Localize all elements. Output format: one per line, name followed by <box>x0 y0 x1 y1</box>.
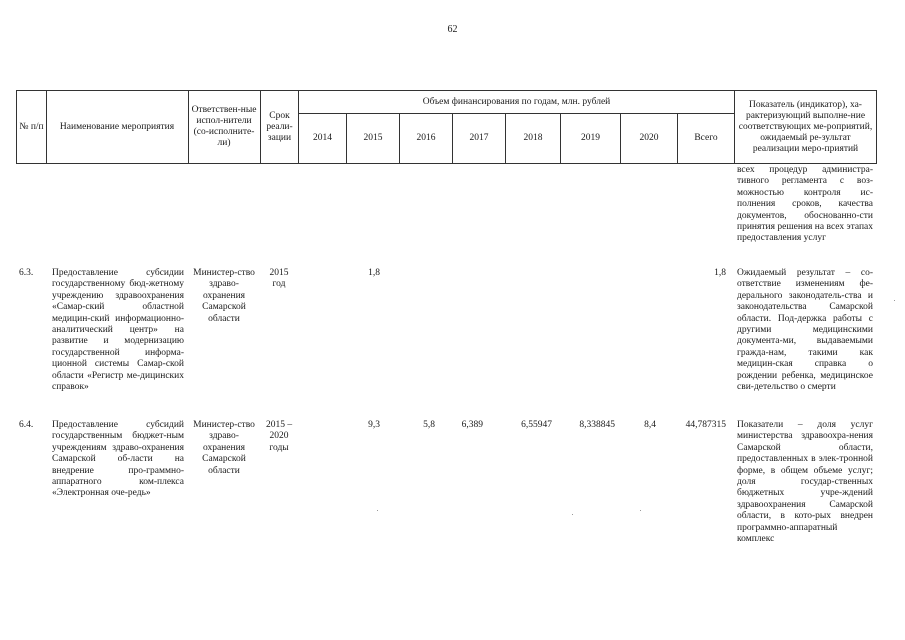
header-year: 2019 <box>581 133 600 143</box>
header-year: 2020 <box>639 133 659 143</box>
row-value-2019: 8,338845 <box>579 420 615 430</box>
row-name: Предоставление субсидий государственным бюджет-ным учреждениям здраво-охранения Самарской об-ласти на внедрение про-граммно-аппаратного ком-плекса «Электронная оче-редь» <box>52 420 184 499</box>
header-responsible: Ответствен-ные испол-нители (со-исполните-ли) <box>191 105 257 148</box>
row-term: 2015 – 2020 годы <box>265 420 293 453</box>
col-border <box>46 90 47 164</box>
row-value-2015: 1,8 <box>368 268 380 278</box>
header-year: 2018 <box>523 133 543 143</box>
scan-speck <box>894 300 895 301</box>
scan-speck <box>640 510 641 511</box>
col-border <box>734 90 735 164</box>
row-indicator: Ожидаемый результат – со-ответствие изменениям фе-дерального законодатель-ства и законодательства Самарской области. Под-держка работы с другими медицинскими документа-ми, выдаваемыми гражда-нам, такими как медицин-ская справка о рождении ребенка, медицинское сви-детельство о смерти <box>737 268 873 393</box>
header-term: Срок реали-зации <box>266 110 293 143</box>
header-total: Всего <box>694 133 718 143</box>
page-number: 62 <box>447 24 458 35</box>
row-value-2015: 9,3 <box>368 420 380 430</box>
header-year: 2015 <box>363 133 383 143</box>
row-responsible: Министер-ство здраво-охранения Самарской области <box>193 268 255 324</box>
row-num: 6.3. <box>19 268 34 278</box>
row-responsible: Министер-ство здраво-охранения Самарской области <box>193 420 255 476</box>
indicator-continuation-text: всех процедур администра-тивного регламента с воз-можностью контроля ис-полнения сроков, качества документов, обоснованно-сти принятия решения на всех этапах предоставления услуг <box>737 165 873 244</box>
header-num: № п/п <box>19 121 44 132</box>
row-value-total: 1,8 <box>714 268 726 278</box>
col-border <box>876 90 877 164</box>
row-name: Предоставление субсидии государственному бюд-жетному учреждению здравоохранения «Самар-ский областной медицин-ский информационно-аналитический центр» на развитие и модернизацию государственной информа-ционной системы Самар-ской области «Регистр ме-дицинских справок» <box>52 268 184 393</box>
row-term: 2015 год <box>269 268 289 290</box>
scan-speck <box>377 510 378 511</box>
header-name: Наименование мероприятия <box>59 121 175 132</box>
row-value-2020: 8,4 <box>644 420 656 430</box>
header-year: 2017 <box>469 133 489 143</box>
row-value-2016: 5,8 <box>423 420 435 430</box>
row-value-total: 44,787315 <box>685 420 726 430</box>
header-financing-title: Объем финансирования по годам, млн. рублей <box>422 96 611 107</box>
row-num: 6.4. <box>19 420 34 430</box>
header-year: 2014 <box>313 133 332 143</box>
row-indicator: Показатели – доля услуг министерства здравоохра-нения Самарской области, предоставленных в элек-тронной форме, в общем объеме услуг; доля государ-ственных бюджетных учре-ждений здравоохранения Самарской области, в кото-рых внедрен программно-аппаратный комплекс <box>737 420 873 545</box>
header-indicator: Показатель (индикатор), ха-рактеризующий выполне-ние соответствующих ме-роприятий, ожидаемый ре-зультат реализации меро-приятий <box>738 99 873 154</box>
row-value-2018: 6,55947 <box>521 420 552 430</box>
header-year: 2016 <box>416 133 436 143</box>
col-border <box>188 90 189 164</box>
scan-speck <box>572 514 573 515</box>
row-value-2017: 6,389 <box>461 420 483 430</box>
